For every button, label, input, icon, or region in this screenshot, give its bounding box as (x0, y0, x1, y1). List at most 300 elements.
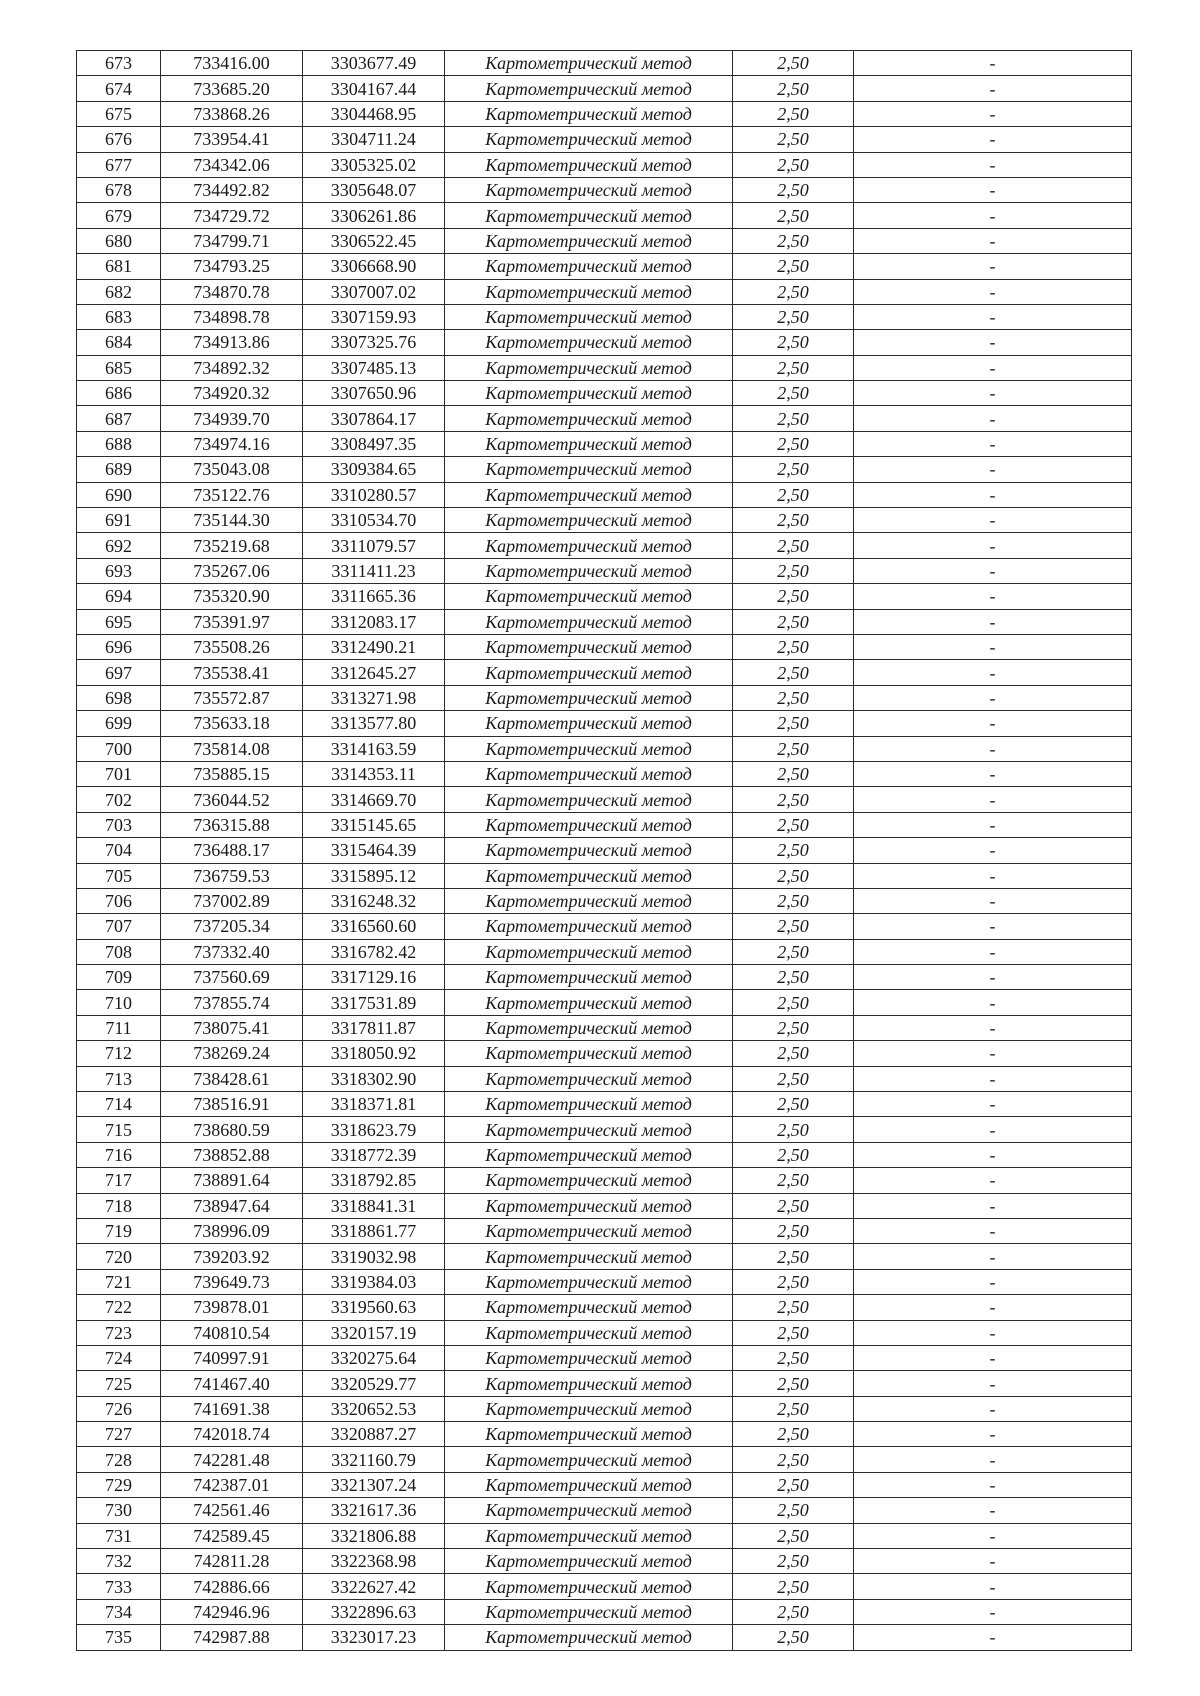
point-number-cell: 684 (77, 330, 161, 355)
description-cell: - (854, 381, 1132, 406)
x-coordinate-cell: 735144.30 (161, 508, 303, 533)
method-cell: Картометрический метод (445, 914, 733, 939)
table-row (77, 787, 1132, 812)
table-row (77, 1193, 1132, 1218)
y-coordinate-cell: 3311665.36 (303, 584, 445, 609)
accuracy-cell: 2,50 (733, 304, 854, 329)
table-row (77, 457, 1132, 482)
method-cell: Картометрический метод (445, 1244, 733, 1269)
method-cell: Картометрический метод (445, 1168, 733, 1193)
x-coordinate-cell: 735043.08 (161, 457, 303, 482)
accuracy-cell: 2,50 (733, 1142, 854, 1167)
method-cell: Картометрический метод (445, 457, 733, 482)
accuracy-cell: 2,50 (733, 1295, 854, 1320)
y-coordinate-cell: 3312645.27 (303, 660, 445, 685)
x-coordinate-cell: 737560.69 (161, 965, 303, 990)
point-number-cell: 699 (77, 711, 161, 736)
x-coordinate-cell: 742387.01 (161, 1472, 303, 1497)
point-number-cell: 708 (77, 939, 161, 964)
accuracy-cell: 2,50 (733, 812, 854, 837)
point-number-cell: 719 (77, 1218, 161, 1243)
x-coordinate-cell: 742589.45 (161, 1523, 303, 1548)
y-coordinate-cell: 3311079.57 (303, 533, 445, 558)
point-number-cell: 706 (77, 888, 161, 913)
method-cell: Картометрический метод (445, 1371, 733, 1396)
y-coordinate-cell: 3320529.77 (303, 1371, 445, 1396)
description-cell: - (854, 584, 1132, 609)
point-number-cell: 683 (77, 304, 161, 329)
y-coordinate-cell: 3318841.31 (303, 1193, 445, 1218)
point-number-cell: 712 (77, 1041, 161, 1066)
x-coordinate-cell: 734799.71 (161, 228, 303, 253)
method-cell: Картометрический метод (445, 1015, 733, 1040)
description-cell: - (854, 203, 1132, 228)
description-cell: - (854, 1422, 1132, 1447)
y-coordinate-cell: 3305325.02 (303, 152, 445, 177)
table-row (77, 254, 1132, 279)
x-coordinate-cell: 734892.32 (161, 355, 303, 380)
y-coordinate-cell: 3307650.96 (303, 381, 445, 406)
point-number-cell: 709 (77, 965, 161, 990)
x-coordinate-cell: 733954.41 (161, 127, 303, 152)
table-row (77, 1117, 1132, 1142)
description-cell: - (854, 254, 1132, 279)
accuracy-cell: 2,50 (733, 914, 854, 939)
point-number-cell: 689 (77, 457, 161, 482)
point-number-cell: 732 (77, 1549, 161, 1574)
point-number-cell: 673 (77, 51, 161, 76)
point-number-cell: 733 (77, 1574, 161, 1599)
table-row (77, 1422, 1132, 1447)
point-number-cell: 728 (77, 1447, 161, 1472)
table-row (77, 152, 1132, 177)
table-row (77, 1041, 1132, 1066)
description-cell: - (854, 990, 1132, 1015)
accuracy-cell: 2,50 (733, 1498, 854, 1523)
table-row (77, 1371, 1132, 1396)
point-number-cell: 731 (77, 1523, 161, 1548)
method-cell: Картометрический метод (445, 51, 733, 76)
x-coordinate-cell: 735122.76 (161, 482, 303, 507)
point-number-cell: 714 (77, 1092, 161, 1117)
description-cell: - (854, 1218, 1132, 1243)
method-cell: Картометрический метод (445, 406, 733, 431)
accuracy-cell: 2,50 (733, 406, 854, 431)
x-coordinate-cell: 733685.20 (161, 76, 303, 101)
table-row (77, 1523, 1132, 1548)
method-cell: Картометрический метод (445, 965, 733, 990)
table-row (77, 127, 1132, 152)
point-number-cell: 701 (77, 761, 161, 786)
x-coordinate-cell: 737855.74 (161, 990, 303, 1015)
description-cell: - (854, 457, 1132, 482)
table-row (77, 101, 1132, 126)
method-cell: Картометрический метод (445, 660, 733, 685)
method-cell: Картометрический метод (445, 177, 733, 202)
method-cell: Картометрический метод (445, 1269, 733, 1294)
accuracy-cell: 2,50 (733, 1244, 854, 1269)
point-number-cell: 730 (77, 1498, 161, 1523)
point-number-cell: 674 (77, 76, 161, 101)
y-coordinate-cell: 3318302.90 (303, 1066, 445, 1091)
method-cell: Картометрический метод (445, 101, 733, 126)
y-coordinate-cell: 3310534.70 (303, 508, 445, 533)
accuracy-cell: 2,50 (733, 1269, 854, 1294)
accuracy-cell: 2,50 (733, 381, 854, 406)
description-cell: - (854, 558, 1132, 583)
method-cell: Картометрический метод (445, 1092, 733, 1117)
point-number-cell: 695 (77, 609, 161, 634)
y-coordinate-cell: 3307864.17 (303, 406, 445, 431)
x-coordinate-cell: 735508.26 (161, 634, 303, 659)
description-cell: - (854, 1269, 1132, 1294)
x-coordinate-cell: 736488.17 (161, 838, 303, 863)
y-coordinate-cell: 3318050.92 (303, 1041, 445, 1066)
y-coordinate-cell: 3316560.60 (303, 914, 445, 939)
y-coordinate-cell: 3319384.03 (303, 1269, 445, 1294)
description-cell: - (854, 863, 1132, 888)
y-coordinate-cell: 3320157.19 (303, 1320, 445, 1345)
description-cell: - (854, 355, 1132, 380)
y-coordinate-cell: 3319560.63 (303, 1295, 445, 1320)
point-number-cell: 721 (77, 1269, 161, 1294)
y-coordinate-cell: 3320887.27 (303, 1422, 445, 1447)
accuracy-cell: 2,50 (733, 736, 854, 761)
y-coordinate-cell: 3315895.12 (303, 863, 445, 888)
table-row (77, 761, 1132, 786)
accuracy-cell: 2,50 (733, 558, 854, 583)
accuracy-cell: 2,50 (733, 838, 854, 863)
x-coordinate-cell: 742811.28 (161, 1549, 303, 1574)
x-coordinate-cell: 734492.82 (161, 177, 303, 202)
description-cell: - (854, 1345, 1132, 1370)
table-row (77, 1498, 1132, 1523)
description-cell: - (854, 51, 1132, 76)
x-coordinate-cell: 742946.96 (161, 1599, 303, 1624)
x-coordinate-cell: 740810.54 (161, 1320, 303, 1345)
point-number-cell: 691 (77, 508, 161, 533)
description-cell: - (854, 1574, 1132, 1599)
method-cell: Картометрический метод (445, 254, 733, 279)
y-coordinate-cell: 3307159.93 (303, 304, 445, 329)
y-coordinate-cell: 3304468.95 (303, 101, 445, 126)
y-coordinate-cell: 3321617.36 (303, 1498, 445, 1523)
x-coordinate-cell: 740997.91 (161, 1345, 303, 1370)
x-coordinate-cell: 738852.88 (161, 1142, 303, 1167)
description-cell: - (854, 1371, 1132, 1396)
y-coordinate-cell: 3317129.16 (303, 965, 445, 990)
method-cell: Картометрический метод (445, 888, 733, 913)
y-coordinate-cell: 3313271.98 (303, 685, 445, 710)
x-coordinate-cell: 734913.86 (161, 330, 303, 355)
y-coordinate-cell: 3310280.57 (303, 482, 445, 507)
description-cell: - (854, 431, 1132, 456)
x-coordinate-cell: 742987.88 (161, 1625, 303, 1650)
x-coordinate-cell: 733868.26 (161, 101, 303, 126)
y-coordinate-cell: 3304167.44 (303, 76, 445, 101)
description-cell: - (854, 279, 1132, 304)
accuracy-cell: 2,50 (733, 787, 854, 812)
accuracy-cell: 2,50 (733, 152, 854, 177)
description-cell: - (854, 812, 1132, 837)
method-cell: Картометрический метод (445, 330, 733, 355)
table-row (77, 685, 1132, 710)
accuracy-cell: 2,50 (733, 1625, 854, 1650)
table-row (77, 558, 1132, 583)
accuracy-cell: 2,50 (733, 1472, 854, 1497)
point-number-cell: 720 (77, 1244, 161, 1269)
description-cell: - (854, 1244, 1132, 1269)
y-coordinate-cell: 3320652.53 (303, 1396, 445, 1421)
table-row (77, 76, 1132, 101)
point-number-cell: 726 (77, 1396, 161, 1421)
table-row (77, 1447, 1132, 1472)
accuracy-cell: 2,50 (733, 685, 854, 710)
table-row (77, 355, 1132, 380)
method-cell: Картометрический метод (445, 76, 733, 101)
table-row (77, 711, 1132, 736)
table-row (77, 406, 1132, 431)
description-cell: - (854, 838, 1132, 863)
coordinates-table-body (77, 51, 1132, 1651)
y-coordinate-cell: 3313577.80 (303, 711, 445, 736)
y-coordinate-cell: 3319032.98 (303, 1244, 445, 1269)
point-number-cell: 698 (77, 685, 161, 710)
point-number-cell: 704 (77, 838, 161, 863)
x-coordinate-cell: 735219.68 (161, 533, 303, 558)
point-number-cell: 685 (77, 355, 161, 380)
x-coordinate-cell: 734793.25 (161, 254, 303, 279)
accuracy-cell: 2,50 (733, 1422, 854, 1447)
method-cell: Картометрический метод (445, 609, 733, 634)
point-number-cell: 735 (77, 1625, 161, 1650)
description-cell: - (854, 406, 1132, 431)
method-cell: Картометрический метод (445, 1599, 733, 1624)
table-row (77, 1625, 1132, 1650)
method-cell: Картометрический метод (445, 787, 733, 812)
method-cell: Картометрический метод (445, 990, 733, 1015)
method-cell: Картометрический метод (445, 1422, 733, 1447)
point-number-cell: 690 (77, 482, 161, 507)
point-number-cell: 729 (77, 1472, 161, 1497)
table-row (77, 1015, 1132, 1040)
y-coordinate-cell: 3322627.42 (303, 1574, 445, 1599)
table-row (77, 1599, 1132, 1624)
point-number-cell: 723 (77, 1320, 161, 1345)
y-coordinate-cell: 3318623.79 (303, 1117, 445, 1142)
point-number-cell: 727 (77, 1422, 161, 1447)
description-cell: - (854, 609, 1132, 634)
accuracy-cell: 2,50 (733, 965, 854, 990)
point-number-cell: 707 (77, 914, 161, 939)
x-coordinate-cell: 739203.92 (161, 1244, 303, 1269)
accuracy-cell: 2,50 (733, 1345, 854, 1370)
accuracy-cell: 2,50 (733, 127, 854, 152)
point-number-cell: 686 (77, 381, 161, 406)
method-cell: Картометрический метод (445, 584, 733, 609)
method-cell: Картометрический метод (445, 1523, 733, 1548)
description-cell: - (854, 152, 1132, 177)
table-row (77, 888, 1132, 913)
accuracy-cell: 2,50 (733, 1396, 854, 1421)
description-cell: - (854, 1396, 1132, 1421)
table-row (77, 1066, 1132, 1091)
method-cell: Картометрический метод (445, 1295, 733, 1320)
x-coordinate-cell: 738428.61 (161, 1066, 303, 1091)
x-coordinate-cell: 735633.18 (161, 711, 303, 736)
method-cell: Картометрический метод (445, 1041, 733, 1066)
x-coordinate-cell: 734342.06 (161, 152, 303, 177)
description-cell: - (854, 1549, 1132, 1574)
description-cell: - (854, 127, 1132, 152)
point-number-cell: 693 (77, 558, 161, 583)
point-number-cell: 722 (77, 1295, 161, 1320)
accuracy-cell: 2,50 (733, 1549, 854, 1574)
point-number-cell: 675 (77, 101, 161, 126)
method-cell: Картометрический метод (445, 558, 733, 583)
accuracy-cell: 2,50 (733, 863, 854, 888)
y-coordinate-cell: 3318861.77 (303, 1218, 445, 1243)
description-cell: - (854, 101, 1132, 126)
coordinates-table (76, 50, 1132, 1651)
y-coordinate-cell: 3308497.35 (303, 431, 445, 456)
x-coordinate-cell: 742561.46 (161, 1498, 303, 1523)
table-row (77, 1092, 1132, 1117)
table-row (77, 1142, 1132, 1167)
point-number-cell: 696 (77, 634, 161, 659)
table-row (77, 1168, 1132, 1193)
point-number-cell: 711 (77, 1015, 161, 1040)
x-coordinate-cell: 735814.08 (161, 736, 303, 761)
method-cell: Картометрический метод (445, 761, 733, 786)
method-cell: Картометрический метод (445, 1218, 733, 1243)
accuracy-cell: 2,50 (733, 1168, 854, 1193)
y-coordinate-cell: 3318792.85 (303, 1168, 445, 1193)
y-coordinate-cell: 3318371.81 (303, 1092, 445, 1117)
table-row (77, 863, 1132, 888)
accuracy-cell: 2,50 (733, 1574, 854, 1599)
method-cell: Картометрический метод (445, 355, 733, 380)
method-cell: Картометрический метод (445, 228, 733, 253)
y-coordinate-cell: 3311411.23 (303, 558, 445, 583)
description-cell: - (854, 533, 1132, 558)
accuracy-cell: 2,50 (733, 609, 854, 634)
table-row (77, 431, 1132, 456)
accuracy-cell: 2,50 (733, 482, 854, 507)
point-number-cell: 682 (77, 279, 161, 304)
method-cell: Картометрический метод (445, 127, 733, 152)
description-cell: - (854, 177, 1132, 202)
point-number-cell: 734 (77, 1599, 161, 1624)
x-coordinate-cell: 734870.78 (161, 279, 303, 304)
method-cell: Картометрический метод (445, 1498, 733, 1523)
accuracy-cell: 2,50 (733, 431, 854, 456)
y-coordinate-cell: 3306261.86 (303, 203, 445, 228)
table-row (77, 1218, 1132, 1243)
table-row (77, 990, 1132, 1015)
x-coordinate-cell: 742281.48 (161, 1447, 303, 1472)
description-cell: - (854, 787, 1132, 812)
description-cell: - (854, 1447, 1132, 1472)
x-coordinate-cell: 736044.52 (161, 787, 303, 812)
accuracy-cell: 2,50 (733, 1447, 854, 1472)
y-coordinate-cell: 3303677.49 (303, 51, 445, 76)
accuracy-cell: 2,50 (733, 279, 854, 304)
accuracy-cell: 2,50 (733, 51, 854, 76)
method-cell: Картометрический метод (445, 533, 733, 558)
accuracy-cell: 2,50 (733, 1041, 854, 1066)
table-row (77, 1472, 1132, 1497)
table-row (77, 330, 1132, 355)
point-number-cell: 676 (77, 127, 161, 152)
method-cell: Картометрический метод (445, 1549, 733, 1574)
y-coordinate-cell: 3307485.13 (303, 355, 445, 380)
table-row (77, 1295, 1132, 1320)
y-coordinate-cell: 3316782.42 (303, 939, 445, 964)
description-cell: - (854, 1117, 1132, 1142)
table-row (77, 660, 1132, 685)
accuracy-cell: 2,50 (733, 330, 854, 355)
method-cell: Картометрический метод (445, 736, 733, 761)
accuracy-cell: 2,50 (733, 939, 854, 964)
point-number-cell: 724 (77, 1345, 161, 1370)
method-cell: Картометрический метод (445, 1472, 733, 1497)
table-row (77, 609, 1132, 634)
point-number-cell: 688 (77, 431, 161, 456)
method-cell: Картометрический метод (445, 1447, 733, 1472)
method-cell: Картометрический метод (445, 711, 733, 736)
table-row (77, 965, 1132, 990)
x-coordinate-cell: 738996.09 (161, 1218, 303, 1243)
x-coordinate-cell: 738891.64 (161, 1168, 303, 1193)
x-coordinate-cell: 739878.01 (161, 1295, 303, 1320)
method-cell: Картометрический метод (445, 1320, 733, 1345)
y-coordinate-cell: 3315145.65 (303, 812, 445, 837)
description-cell: - (854, 660, 1132, 685)
table-row (77, 1396, 1132, 1421)
point-number-cell: 717 (77, 1168, 161, 1193)
table-row (77, 177, 1132, 202)
description-cell: - (854, 711, 1132, 736)
point-number-cell: 677 (77, 152, 161, 177)
description-cell: - (854, 1015, 1132, 1040)
method-cell: Картометрический метод (445, 812, 733, 837)
method-cell: Картометрический метод (445, 1117, 733, 1142)
y-coordinate-cell: 3314163.59 (303, 736, 445, 761)
method-cell: Картометрический метод (445, 685, 733, 710)
table-row (77, 914, 1132, 939)
accuracy-cell: 2,50 (733, 761, 854, 786)
accuracy-cell: 2,50 (733, 254, 854, 279)
accuracy-cell: 2,50 (733, 228, 854, 253)
table-row (77, 1549, 1132, 1574)
description-cell: - (854, 1498, 1132, 1523)
table-row (77, 939, 1132, 964)
accuracy-cell: 2,50 (733, 584, 854, 609)
accuracy-cell: 2,50 (733, 203, 854, 228)
point-number-cell: 702 (77, 787, 161, 812)
description-cell: - (854, 1295, 1132, 1320)
accuracy-cell: 2,50 (733, 711, 854, 736)
x-coordinate-cell: 733416.00 (161, 51, 303, 76)
y-coordinate-cell: 3304711.24 (303, 127, 445, 152)
x-coordinate-cell: 734939.70 (161, 406, 303, 431)
table-row (77, 228, 1132, 253)
y-coordinate-cell: 3318772.39 (303, 1142, 445, 1167)
table-row (77, 1345, 1132, 1370)
method-cell: Картометрический метод (445, 203, 733, 228)
point-number-cell: 705 (77, 863, 161, 888)
